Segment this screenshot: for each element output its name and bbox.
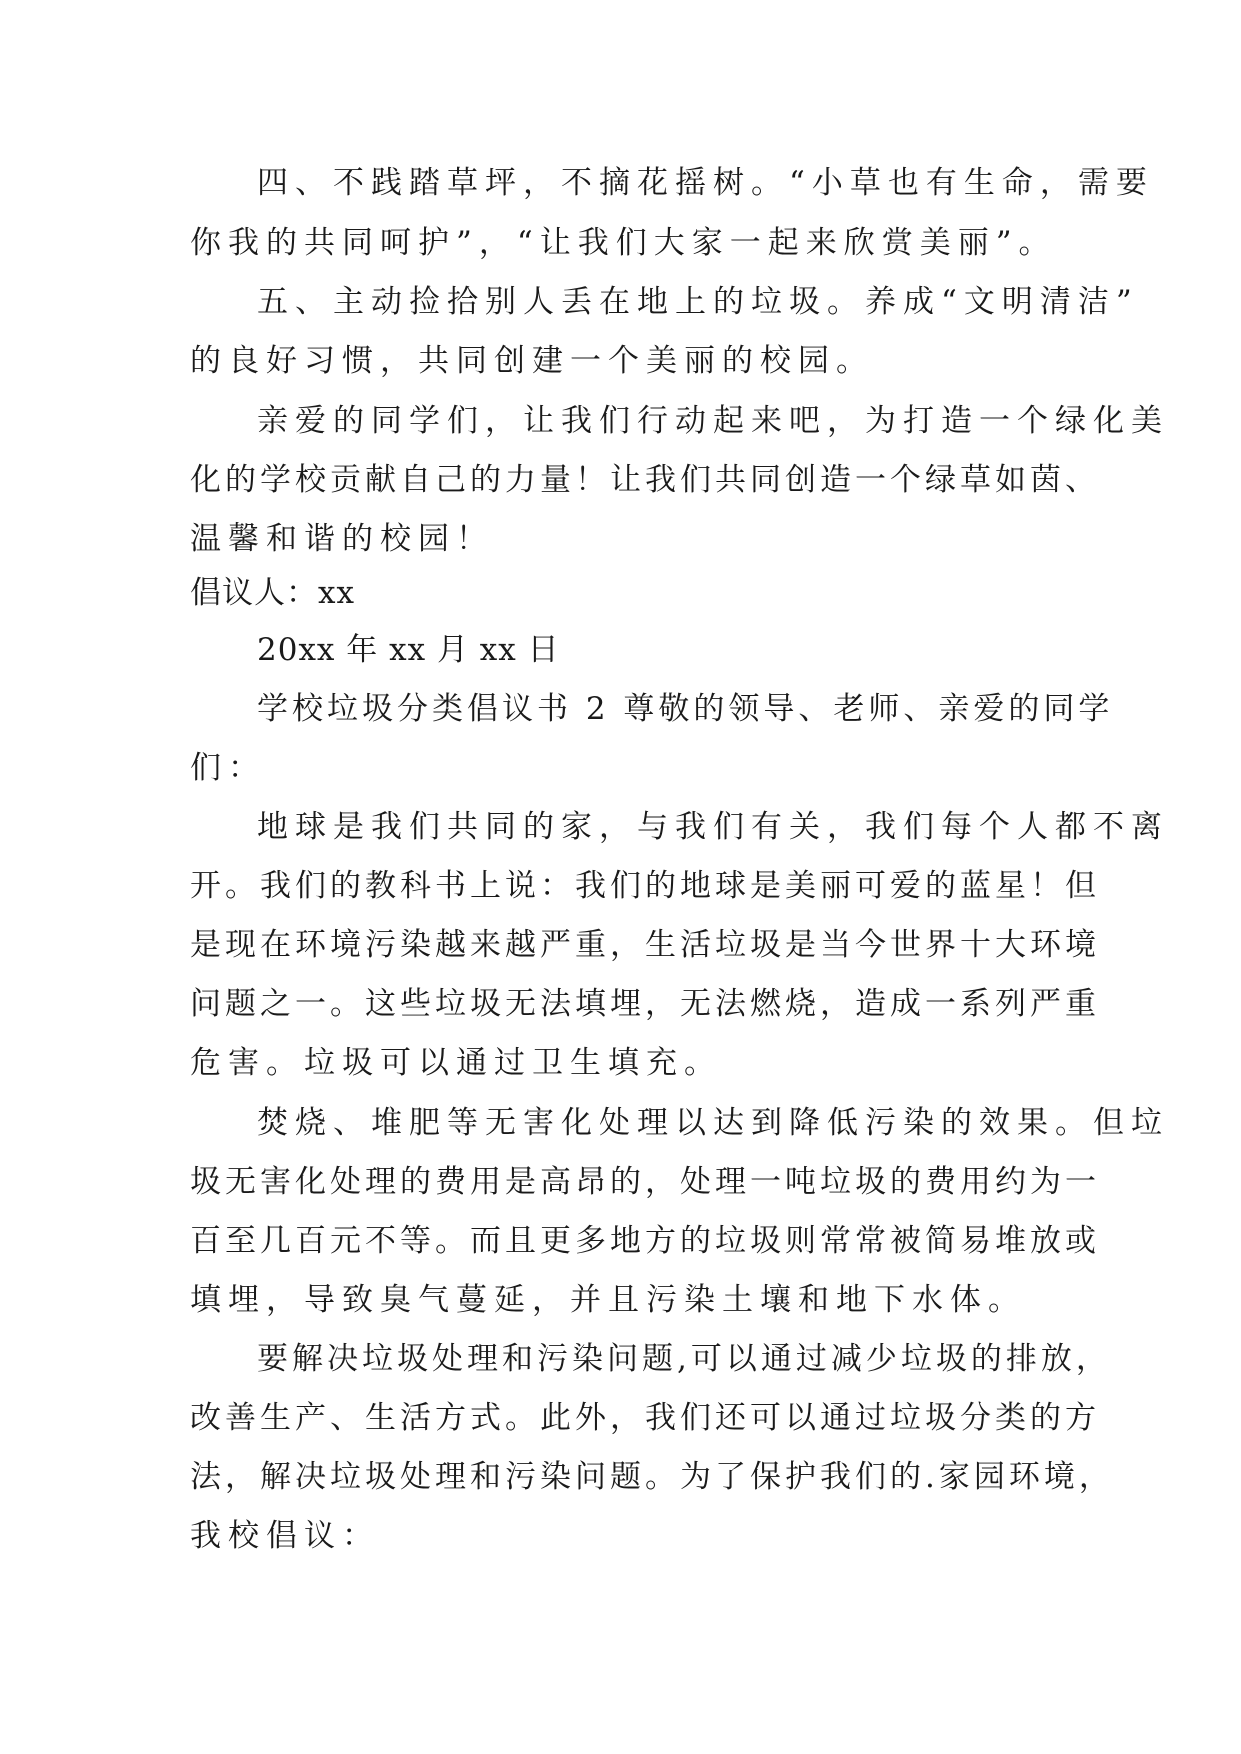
paragraph-line: 的良好习惯，共同创建一个美丽的校园。: [190, 343, 874, 379]
paragraph-line: 五、主动捡拾别人丢在地上的垃圾。养成“文明清洁”: [257, 284, 1139, 320]
paragraph-line: 百至几百元不等。而且更多地方的垃圾则常常被简易堆放或: [190, 1223, 1100, 1259]
paragraph-line: 化的学校贡献自己的力量！让我们共同创造一个绿草如茵、: [190, 462, 1100, 498]
paragraph-line: 是现在环境污染越来越严重，生活垃圾是当今世界十大环境: [190, 927, 1100, 963]
paragraph-line: 我校倡议：: [190, 1518, 380, 1554]
paragraph-line: 开。我们的教科书上说：我们的地球是美丽可爱的蓝星！但: [190, 868, 1100, 904]
paragraph-line: 填埋，导致臭气蔓延，并且污染土壤和地下水体。: [190, 1282, 1026, 1318]
paragraph-line: 亲爱的同学们，让我们行动起来吧，为打造一个绿化美: [257, 403, 1169, 439]
paragraph-line: 温馨和谐的校园！: [190, 521, 494, 557]
section-title-line: 学校垃圾分类倡议书 2 尊敬的领导、老师、亲爱的同学: [257, 691, 1114, 727]
paragraph-line: 焚烧、堆肥等无害化处理以达到降低污染的效果。但垃: [257, 1105, 1169, 1141]
paragraph-line: 圾无害化处理的费用是高昂的，处理一吨垃圾的费用约为一: [190, 1164, 1100, 1200]
paragraph-line: 们：: [190, 750, 266, 786]
paragraph-line: 要解决垃圾处理和污染问题,可以通过减少垃圾的排放，: [257, 1341, 1111, 1377]
signature-line: 倡议人：xx: [190, 575, 355, 611]
paragraph-line: 你我的共同呵护”，“让我们大家一起来欣赏美丽”。: [190, 225, 1057, 261]
date-line: 20xx 年 xx 月 xx 日: [257, 632, 560, 668]
paragraph-line: 法，解决垃圾处理和污染问题。为了保护我们的.家园环境，: [190, 1459, 1114, 1495]
paragraph-line: 四、不践踏草坪，不摘花摇树。“小草也有生命，需要: [257, 165, 1154, 201]
paragraph-line: 危害。垃圾可以通过卫生填充。: [190, 1045, 722, 1081]
paragraph-line: 地球是我们共同的家，与我们有关，我们每个人都不离: [257, 809, 1169, 845]
paragraph-line: 改善生产、生活方式。此外，我们还可以通过垃圾分类的方: [190, 1400, 1100, 1436]
paragraph-line: 问题之一。这些垃圾无法填埋，无法燃烧，造成一系列严重: [190, 986, 1100, 1022]
